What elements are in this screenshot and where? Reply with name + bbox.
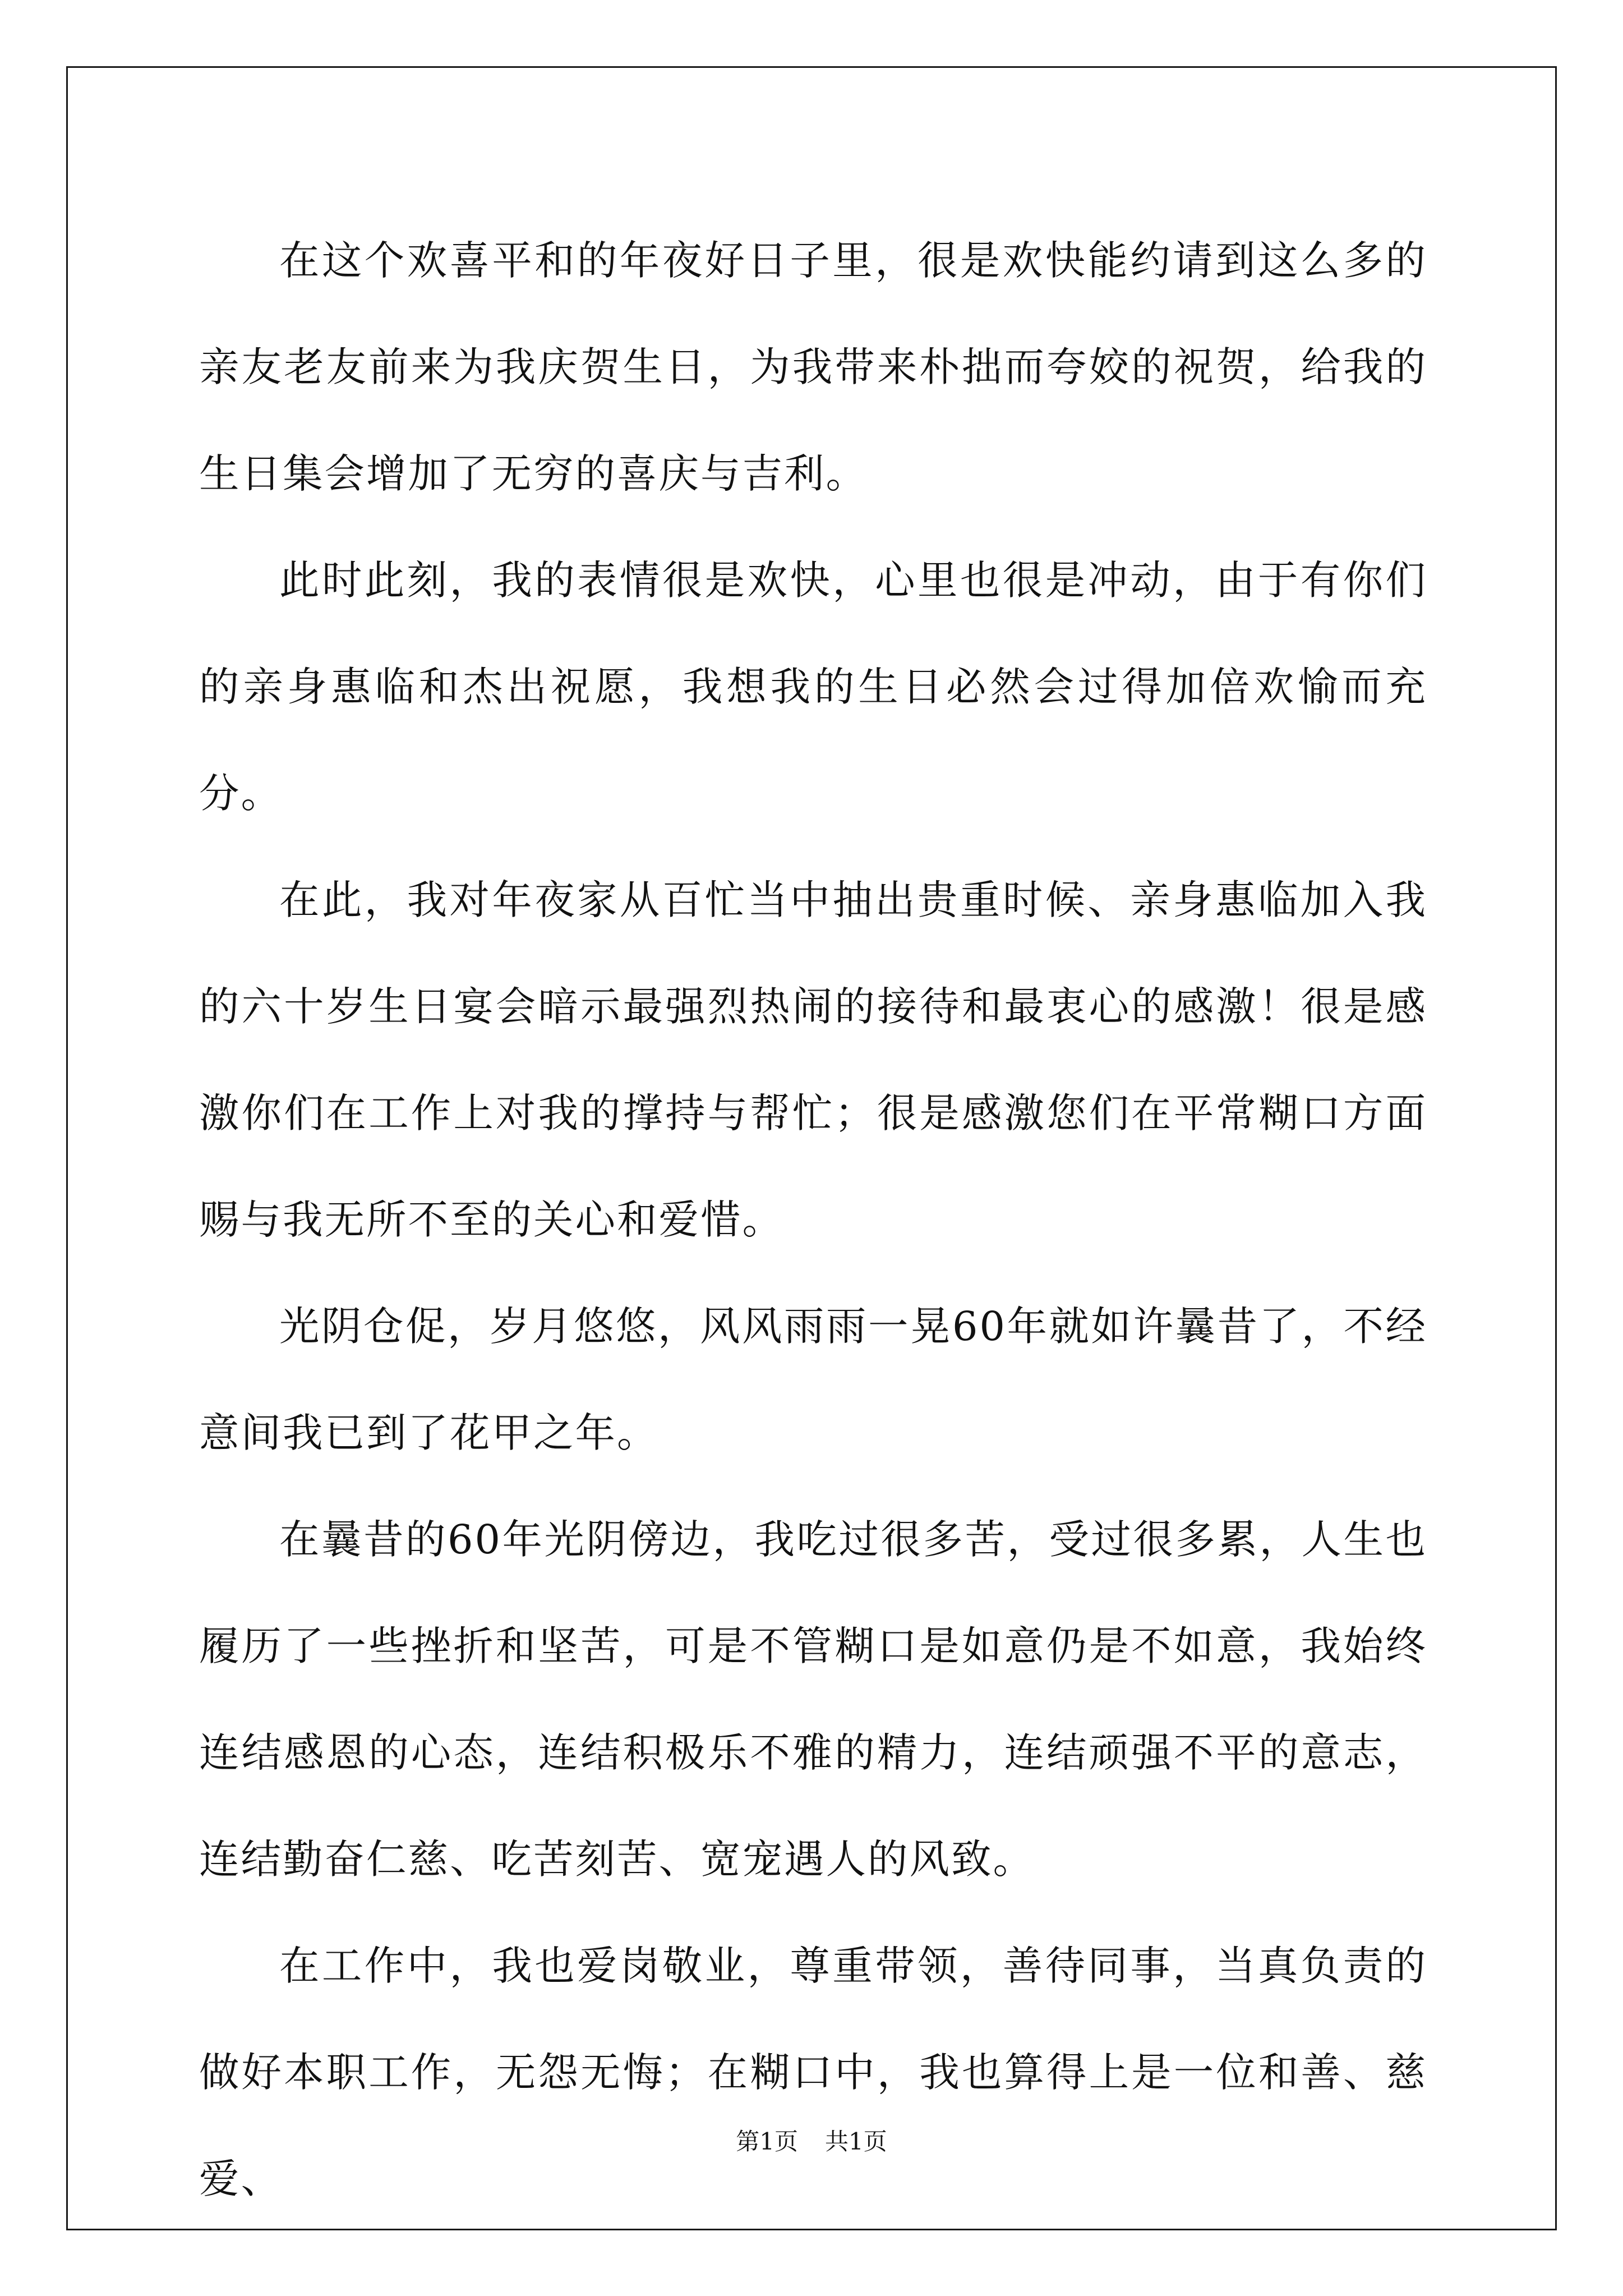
paragraph-6: 在工作中，我也爱岗敬业，尊重带领，善待同事，当真负责的做好本职工作，无怨无悔；在糊口中，我也算得上是一位和善、慈爱、 (199, 1943, 1427, 2202)
document-body (199, 208, 1427, 2233)
page-number: 第1页 (736, 2128, 798, 2155)
paragraph-1: 在这个欢喜平和的年夜好日子里，很是欢快能约请到这么多的亲友老友前来为我庆贺生日，为我带来朴拙而夸姣的祝贺，给我的生日集会增加了无穷的喜庆与吉利。 (199, 237, 1427, 497)
paragraph-5: 在曩昔的60年光阴傍边，我吃过很多苦，受过很多累，人生也履历了一些挫折和坚苦，可是不管糊口是如意仍是不如意，我始终连结感恩的心态，连结积极乐不雅的精力，连结顽强不平的意志，连结勤奋仁慈、吃苦刻苦、宽宠遇人的风致。 (199, 1516, 1427, 1883)
paragraph-4: 光阴仓促，岁月悠悠，风风雨雨一晃60年就如许曩昔了，不经意间我已到了花甲之年。 (199, 1303, 1427, 1456)
paragraph-2: 此时此刻，我的表情很是欢快，心里也很是冲动，由于有你们的亲身惠临和杰出祝愿，我想我的生日必然会过得加倍欢愉而充分。 (199, 557, 1427, 817)
page-total: 共1页 (825, 2128, 887, 2155)
page-footer (0, 2123, 1623, 2157)
paragraph-3: 在此，我对年夜家从百忙当中抽出贵重时候、亲身惠临加入我的六十岁生日宴会暗示最强烈热闹的接待和最衷心的感激！很是感激你们在工作上对我的撑持与帮忙；很是感激您们在平常糊口方面赐与我无所不至的关心和爱惜。 (199, 877, 1427, 1243)
